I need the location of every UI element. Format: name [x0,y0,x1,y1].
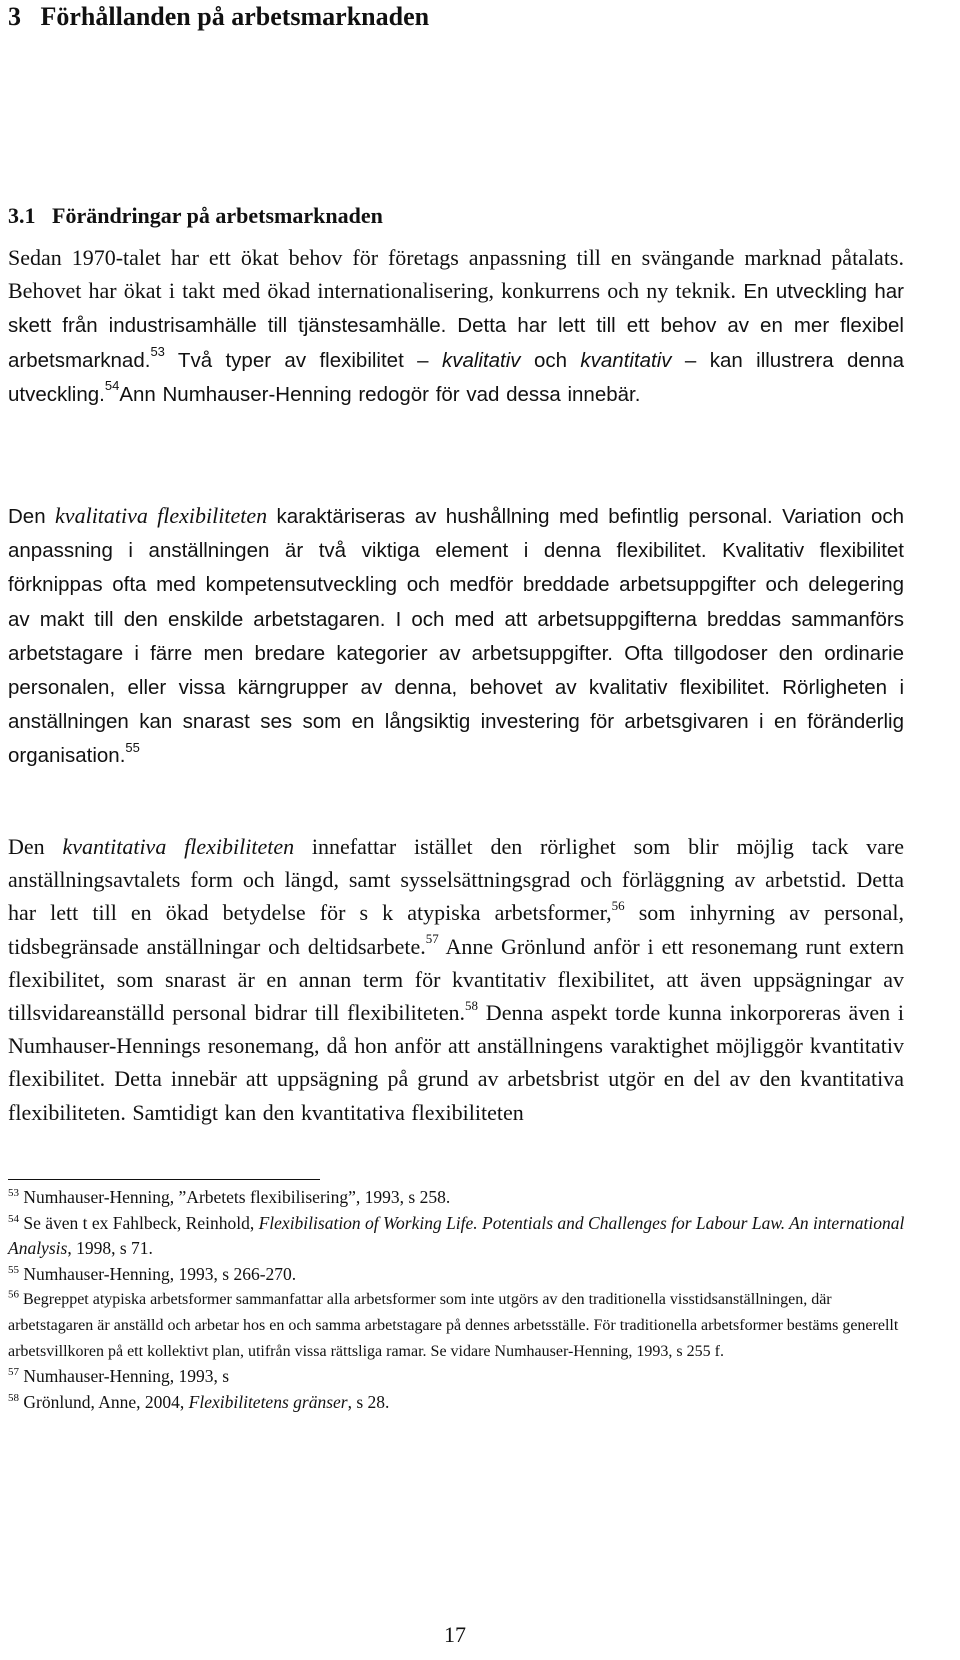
paragraph-text: Sedan 1970-talet har ett ökat behov för företags anpassning till en svängande marknad påtalats. Behovet har ökat i takt med ökad internationalisering, konkurrens och ny teknik. [8,245,904,304]
paragraph-text: Anne Grönlund anför i ett resonemang runt extern flexibilitet, som snarast är en annan term för kvantitativ flexibilitet, att även uppsägningar av tillsvidareanställd personal bidrar till flexibiliteten. [8,933,904,1026]
paragraph-text: innefattar istället den rörlighet som blir möjlig tack vare anställningsavtalets form och längd, samt sysselsättningsgrad och förläggning av arbetstid. Detta har lett till en ökad betydelse för s k atypiska arbetsformer, [8,834,905,926]
paragraph-text: Den [8,834,63,859]
footnote-57 [8,1364,908,1390]
footnote-text: Se även t ex Fahlbeck, Reinhold, [23,1212,259,1233]
footnote-ref-56: 56 [611,898,625,914]
footnote-title: Flexibilitetens gränser [188,1391,348,1412]
paragraph-intro [8,241,904,411]
paragraph-text: – kan illustrera denna utveckling. [8,348,904,406]
chapter-title: Förhållanden på arbetsmarknaden [40,2,430,31]
paragraph-text: och [520,348,581,372]
chapter-heading [8,0,948,34]
paragraph-text: I och med att arbetsuppgifterna breddas sammanförs arbetstagare i färre men bredare kategorier av arbetsuppgifter. Ofta tillgodoser den ordinarie personalen, eller vissa kärngrupper av denna, behovet av kvalitativ flexibilitet. Rörligheten i anställningen kan snarast ses som en långsiktig investering för arbetsgivaren i en föränderlig organisation. [8,607,904,768]
section-title: Förändringar på arbetsmarknaden [52,203,383,228]
paragraph-text: Denna aspekt torde kunna inkorporeras även i Numhauser-Hennings resonemang, då hon anför att anställningens varaktighet möjliggör kvantitativ flexibilitet. Detta innebär att uppsägning på grund av arbetsbrist utgör en del av den kvantitativa flexibiliteten. Samtidigt kan den kvantitativa flexibiliteten [8,1000,904,1125]
emphasis-kvalitativ: kvalitativ [441,348,521,372]
footnote-53 [8,1185,908,1211]
footnote-58 [8,1390,908,1416]
footnote-ref-53: 53 [150,344,165,360]
footnote-number: 53 [8,1187,19,1200]
paragraph-text: Den [8,505,56,528]
footnote-text: Numhauser-Henning, 1993, s 266-270. [23,1263,297,1284]
footnote-number: 56 [8,1289,19,1302]
section-number: 3.1 [8,203,36,228]
footnote-54 [8,1211,908,1262]
section-heading [8,201,948,231]
footnote-number: 58 [8,1391,19,1404]
paragraph-text: En utveckling har skett från industrisamhälle till tjänstesamhälle. Detta har lett till ett behov av en mer flexibel arbetsmarknad. [8,280,905,372]
footnote-ref-55: 55 [125,740,140,756]
footnote-text: , s 28. [347,1391,390,1412]
footnote-text: Grönlund, Anne, 2004, [23,1391,189,1412]
footnote-number: 55 [8,1263,19,1276]
paragraph-text: som inhyrning av personal, tidsbegränsade anställningar och deltidsarbete. [8,900,904,959]
footnote-number: 57 [8,1366,19,1379]
footnote-number: 54 [8,1212,19,1225]
footnote-ref-58: 58 [465,997,479,1013]
paragraph-text: Kvalitativ flexibilitet förknippas ofta med kompetensutveckling och medför breddade arbetsuppgifter och delegering av makt till den enskilde arbetstagaren. [8,539,904,631]
footnote-text: Begreppet atypiska arbetsformer sammanfattar alla arbetsformer som inte utgörs av den traditionella visstidsanställningen, där arbetstagaren är anställd och arbetar hos en och samma arbetstagare på dennes arbetsställe. För traditionella arbetsformer bestäms generellt arbetsvillkoren på ett kollektivt plan, utifrån vissa rättsliga ramar. Se vidare Numhauser-Henning, 1993, s 255 f. [8,1291,899,1360]
emphasis-quantitative-flexibility: kvantitativa flexibiliteten [62,834,295,859]
chapter-number: 3 [8,2,21,31]
paragraph-qualitative [8,499,904,773]
footnote-55 [8,1262,908,1288]
page-number: 17 [444,1622,466,1647]
paragraph-quantitative [8,830,904,1129]
paragraph-text: Ann Numhauser-Henning redogör för vad dessa innebär. [119,382,641,406]
footnote-title: Flexibilisation of Working Life. Potentials and Challenges for Labour Law. An international Analysis [8,1212,905,1259]
footnote-text: Numhauser-Henning, ”Arbetets flexibilisering”, 1993, s 258. [23,1187,451,1207]
footnote-ref-57: 57 [425,931,439,947]
paragraph-text: Två typer av flexibilitet – [164,348,442,372]
footnote-separator [8,1179,320,1180]
footnote-56 [8,1287,908,1364]
paragraph-text: karaktäriseras av hushållning med befintlig personal. Variation och anpassning i anställningen är två viktiga element i denna flexibilitet. [8,505,905,563]
footnotes [8,1185,908,1415]
emphasis-kvantitativ: kvantitativ [580,348,672,372]
footnote-ref-54: 54 [104,378,120,394]
footnote-text: Numhauser-Henning, 1993, s [23,1366,230,1387]
footnote-text: , 1998, s 71. [67,1238,153,1259]
emphasis-qualitative-flexibility: kvalitativa flexibiliteten [55,503,268,528]
